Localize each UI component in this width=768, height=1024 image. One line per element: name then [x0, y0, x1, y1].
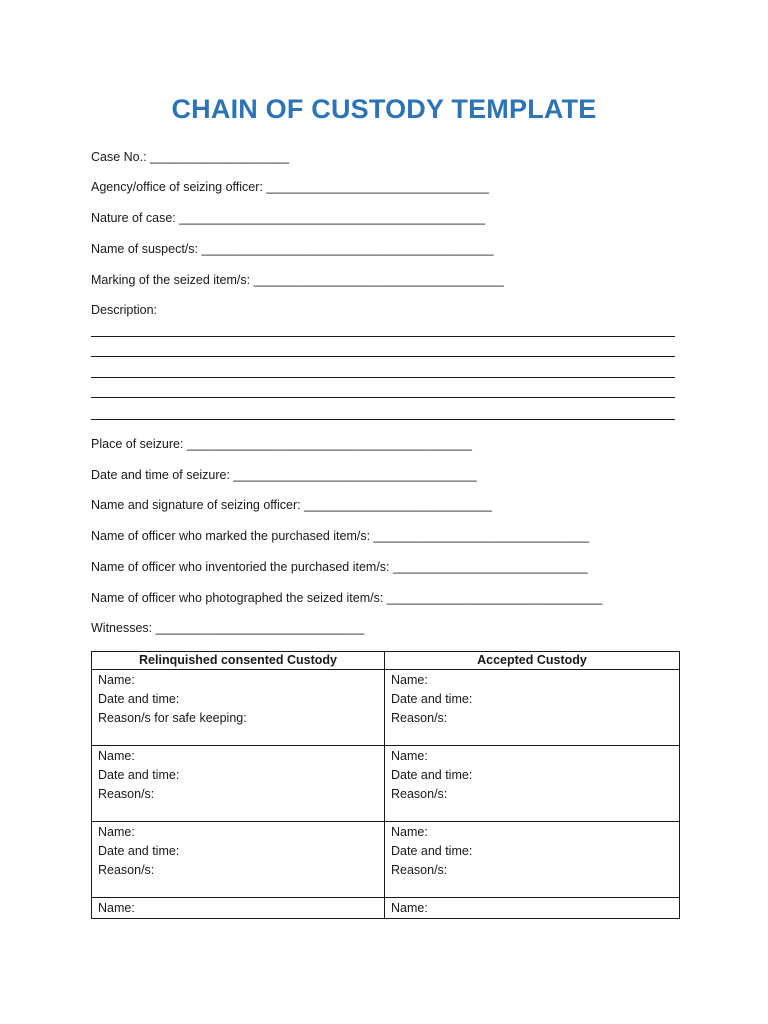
table-row — [92, 898, 680, 919]
name-label: Name: — [391, 825, 428, 839]
reason-label: Reason/s: — [391, 863, 448, 877]
inventory-officer-field: Name of officer who inventoried the purchased item/s: ____________________________ — [91, 560, 588, 574]
seizing-officer-field: Name and signature of seizing officer: ___________________________ — [91, 498, 492, 512]
date-time-label: Date and time: — [98, 844, 180, 858]
name-label: Name: — [391, 749, 428, 763]
table-row — [92, 822, 680, 898]
marking-field: Marking of the seized item/s: ____________________________________ — [91, 273, 504, 287]
reason-label: Reason/s: — [98, 787, 155, 801]
relinquished-header: Relinquished consented Custody — [92, 652, 385, 670]
date-time-label: Date and time: — [391, 844, 473, 858]
date-time-seizure-field: Date and time of seizure: ___________________________________ — [91, 468, 477, 482]
reason-label: Reason/s: — [98, 863, 155, 877]
accepted-header: Accepted Custody — [385, 652, 680, 670]
description-line — [91, 397, 675, 398]
accepted-cell — [385, 746, 680, 822]
date-time-label: Date and time: — [391, 692, 473, 706]
relinquished-cell — [92, 898, 385, 919]
date-time-label: Date and time: — [98, 768, 180, 782]
name-label: Name: — [391, 901, 428, 915]
photographer-officer-field: Name of officer who photographed the seized item/s: _______________________________ — [91, 591, 603, 605]
description-line — [91, 336, 675, 337]
suspect-name-field: Name of suspect/s: __________________________________________ — [91, 242, 494, 256]
accepted-cell — [385, 822, 680, 898]
table-header-row — [92, 652, 680, 670]
date-time-label: Date and time: — [391, 768, 473, 782]
description-label: Description: — [91, 303, 157, 317]
accepted-cell — [385, 670, 680, 746]
date-time-label: Date and time: — [98, 692, 180, 706]
table-row — [92, 746, 680, 822]
nature-of-case-field: Nature of case: ____________________________________________ — [91, 211, 486, 225]
description-line — [91, 377, 675, 378]
name-label: Name: — [391, 673, 428, 687]
name-label: Name: — [98, 673, 135, 687]
agency-field: Agency/office of seizing officer: ________________________________ — [91, 180, 489, 194]
description-line — [91, 356, 675, 357]
description-line — [91, 419, 675, 420]
accepted-cell — [385, 898, 680, 919]
page-title: CHAIN OF CUSTODY TEMPLATE — [171, 94, 597, 124]
witnesses-field: Witnesses: ______________________________ — [91, 621, 365, 635]
relinquished-cell — [92, 822, 385, 898]
reason-label: Reason/s for safe keeping: — [98, 711, 247, 725]
place-of-seizure-field: Place of seizure: _________________________________________ — [91, 437, 472, 451]
reason-label: Reason/s: — [391, 787, 448, 801]
case-no-field: Case No.: ____________________ — [91, 150, 290, 164]
name-label: Name: — [98, 749, 135, 763]
custody-table — [91, 651, 680, 919]
table-row — [92, 670, 680, 746]
relinquished-cell — [92, 746, 385, 822]
name-label: Name: — [98, 825, 135, 839]
marking-officer-field: Name of officer who marked the purchased item/s: _______________________________ — [91, 529, 590, 543]
name-label: Name: — [98, 901, 135, 915]
reason-label: Reason/s: — [391, 711, 448, 725]
relinquished-cell — [92, 670, 385, 746]
